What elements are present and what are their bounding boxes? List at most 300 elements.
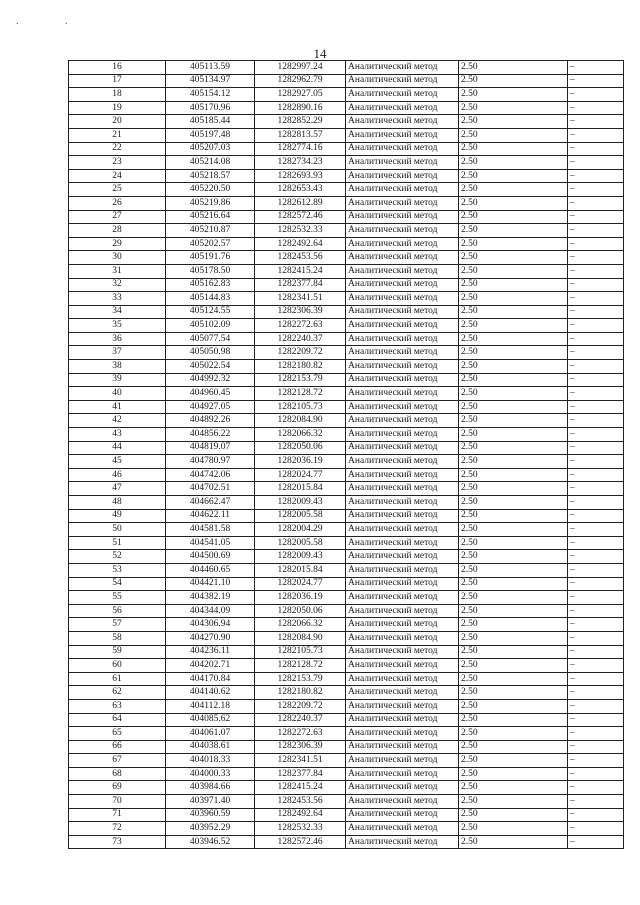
table-row — [69, 740, 624, 754]
cell-note: – — [568, 699, 624, 713]
cell-precision: 2.50 — [459, 237, 568, 251]
table-row — [69, 455, 624, 469]
cell-precision: 2.50 — [459, 645, 568, 659]
cell-coord-x: 405220.50 — [166, 183, 255, 197]
cell-coord-y: 1282050.06 — [255, 441, 346, 455]
cell-coord-x: 403984.66 — [166, 781, 255, 795]
cell-method: Аналитический метод — [346, 61, 459, 75]
cell-point-number: 73 — [69, 835, 166, 849]
cell-method: Аналитический метод — [346, 305, 459, 319]
cell-coord-x: 404892.26 — [166, 414, 255, 428]
table-row — [69, 61, 624, 75]
cell-coord-x: 404500.69 — [166, 550, 255, 564]
table-row — [69, 563, 624, 577]
cell-method: Аналитический метод — [346, 659, 459, 673]
cell-precision: 2.50 — [459, 142, 568, 156]
cell-point-number: 35 — [69, 319, 166, 333]
cell-note: – — [568, 672, 624, 686]
cell-coord-y: 1282084.90 — [255, 414, 346, 428]
cell-coord-y: 1282377.84 — [255, 767, 346, 781]
cell-coord-x: 404927.05 — [166, 400, 255, 414]
cell-point-number: 50 — [69, 523, 166, 537]
cell-note: – — [568, 319, 624, 333]
cell-coord-y: 1282024.77 — [255, 468, 346, 482]
cell-coord-y: 1282962.79 — [255, 74, 346, 88]
cell-method: Аналитический метод — [346, 237, 459, 251]
cell-point-number: 44 — [69, 441, 166, 455]
table-row — [69, 496, 624, 510]
cell-coord-y: 1282128.72 — [255, 659, 346, 673]
table-row — [69, 835, 624, 849]
cell-precision: 2.50 — [459, 563, 568, 577]
cell-coord-y: 1282036.19 — [255, 591, 346, 605]
cell-note: – — [568, 428, 624, 442]
cell-point-number: 53 — [69, 563, 166, 577]
cell-point-number: 31 — [69, 264, 166, 278]
cell-note: – — [568, 631, 624, 645]
cell-method: Аналитический метод — [346, 727, 459, 741]
cell-point-number: 46 — [69, 468, 166, 482]
cell-coord-x: 405214.08 — [166, 156, 255, 170]
cell-point-number: 69 — [69, 781, 166, 795]
cell-method: Аналитический метод — [346, 713, 459, 727]
cell-note: – — [568, 659, 624, 673]
table-row — [69, 278, 624, 292]
cell-precision: 2.50 — [459, 115, 568, 129]
cell-precision: 2.50 — [459, 713, 568, 727]
cell-coord-y: 1282453.56 — [255, 251, 346, 265]
cell-note: – — [568, 74, 624, 88]
cell-method: Аналитический метод — [346, 169, 459, 183]
cell-precision: 2.50 — [459, 88, 568, 102]
cell-point-number: 34 — [69, 305, 166, 319]
cell-coord-x: 405210.87 — [166, 224, 255, 238]
cell-precision: 2.50 — [459, 332, 568, 346]
cell-precision: 2.50 — [459, 699, 568, 713]
cell-coord-x: 405124.55 — [166, 305, 255, 319]
cell-note: – — [568, 563, 624, 577]
cell-coord-x: 404270.90 — [166, 631, 255, 645]
cell-note: – — [568, 795, 624, 809]
cell-point-number: 58 — [69, 631, 166, 645]
page-number: 14 — [313, 46, 327, 61]
cell-precision: 2.50 — [459, 387, 568, 401]
table-row — [69, 360, 624, 374]
cell-method: Аналитический метод — [346, 128, 459, 142]
cell-note: – — [568, 441, 624, 455]
table-row — [69, 523, 624, 537]
table-row — [69, 74, 624, 88]
cell-coord-y: 1282105.73 — [255, 645, 346, 659]
cell-coord-y: 1282890.16 — [255, 101, 346, 115]
cell-coord-x: 405022.54 — [166, 360, 255, 374]
cell-precision: 2.50 — [459, 360, 568, 374]
cell-precision: 2.50 — [459, 618, 568, 632]
table-row — [69, 686, 624, 700]
cell-method: Аналитический метод — [346, 591, 459, 605]
cell-precision: 2.50 — [459, 686, 568, 700]
table-row — [69, 577, 624, 591]
table-row — [69, 183, 624, 197]
cell-coord-y: 1282653.43 — [255, 183, 346, 197]
cell-precision: 2.50 — [459, 659, 568, 673]
cell-point-number: 37 — [69, 346, 166, 360]
table-row — [69, 672, 624, 686]
table-row — [69, 482, 624, 496]
cell-note: – — [568, 591, 624, 605]
cell-point-number: 54 — [69, 577, 166, 591]
cell-coord-x: 404992.32 — [166, 373, 255, 387]
table-row — [69, 536, 624, 550]
cell-coord-y: 1282813.57 — [255, 128, 346, 142]
cell-point-number: 68 — [69, 767, 166, 781]
cell-coord-x: 404742.06 — [166, 468, 255, 482]
cell-precision: 2.50 — [459, 251, 568, 265]
cell-note: – — [568, 346, 624, 360]
cell-coord-x: 403971.40 — [166, 795, 255, 809]
table-row — [69, 468, 624, 482]
cell-precision: 2.50 — [459, 496, 568, 510]
cell-point-number: 41 — [69, 400, 166, 414]
cell-point-number: 20 — [69, 115, 166, 129]
table-row — [69, 400, 624, 414]
cell-point-number: 45 — [69, 455, 166, 469]
cell-point-number: 39 — [69, 373, 166, 387]
cell-coord-x: 404236.11 — [166, 645, 255, 659]
cell-note: – — [568, 740, 624, 754]
table-row — [69, 699, 624, 713]
table-row — [69, 727, 624, 741]
cell-note: – — [568, 577, 624, 591]
cell-coord-x: 405185.44 — [166, 115, 255, 129]
table-row — [69, 156, 624, 170]
cell-method: Аналитический метод — [346, 509, 459, 523]
cell-method: Аналитический метод — [346, 74, 459, 88]
cell-coord-y: 1282852.29 — [255, 115, 346, 129]
cell-method: Аналитический метод — [346, 319, 459, 333]
cell-precision: 2.50 — [459, 468, 568, 482]
cell-point-number: 16 — [69, 61, 166, 75]
table-row — [69, 645, 624, 659]
cell-note: – — [568, 604, 624, 618]
cell-precision: 2.50 — [459, 156, 568, 170]
cell-coord-y: 1282015.84 — [255, 482, 346, 496]
table-row — [69, 441, 624, 455]
cell-method: Аналитический метод — [346, 523, 459, 537]
cell-point-number: 25 — [69, 183, 166, 197]
cell-method: Аналитический метод — [346, 645, 459, 659]
cell-method: Аналитический метод — [346, 822, 459, 836]
cell-method: Аналитический метод — [346, 387, 459, 401]
cell-coord-x: 405178.50 — [166, 264, 255, 278]
cell-note: – — [568, 468, 624, 482]
table-row — [69, 713, 624, 727]
cell-note: – — [568, 115, 624, 129]
cell-point-number: 22 — [69, 142, 166, 156]
cell-coord-y: 1282128.72 — [255, 387, 346, 401]
cell-note: – — [568, 496, 624, 510]
cell-note: – — [568, 767, 624, 781]
cell-coord-y: 1282005.58 — [255, 536, 346, 550]
cell-method: Аналитический метод — [346, 468, 459, 482]
cell-note: – — [568, 414, 624, 428]
cell-note: – — [568, 237, 624, 251]
table-row — [69, 169, 624, 183]
cell-note: – — [568, 88, 624, 102]
table-row — [69, 332, 624, 346]
cell-coord-y: 1282927.05 — [255, 88, 346, 102]
cell-precision: 2.50 — [459, 210, 568, 224]
cell-precision: 2.50 — [459, 523, 568, 537]
cell-method: Аналитический метод — [346, 496, 459, 510]
cell-coord-y: 1282693.93 — [255, 169, 346, 183]
cell-coord-x: 404170.84 — [166, 672, 255, 686]
cell-coord-x: 404960.45 — [166, 387, 255, 401]
cell-method: Аналитический метод — [346, 455, 459, 469]
cell-note: – — [568, 536, 624, 550]
coordinates-table — [68, 60, 624, 849]
cell-point-number: 40 — [69, 387, 166, 401]
cell-method: Аналитический метод — [346, 767, 459, 781]
cell-note: – — [568, 754, 624, 768]
table-body — [69, 61, 624, 849]
cell-point-number: 32 — [69, 278, 166, 292]
cell-precision: 2.50 — [459, 196, 568, 210]
cell-point-number: 52 — [69, 550, 166, 564]
cell-method: Аналитический метод — [346, 156, 459, 170]
cell-coord-y: 1282009.43 — [255, 550, 346, 564]
cell-coord-y: 1282415.24 — [255, 264, 346, 278]
cell-coord-x: 404382.19 — [166, 591, 255, 605]
cell-coord-x: 404112.18 — [166, 699, 255, 713]
cell-point-number: 57 — [69, 618, 166, 632]
cell-precision: 2.50 — [459, 482, 568, 496]
cell-method: Аналитический метод — [346, 686, 459, 700]
cell-note: – — [568, 278, 624, 292]
cell-method: Аналитический метод — [346, 563, 459, 577]
cell-coord-y: 1282240.37 — [255, 332, 346, 346]
cell-point-number: 55 — [69, 591, 166, 605]
cell-method: Аналитический метод — [346, 414, 459, 428]
cell-note: – — [568, 169, 624, 183]
cell-coord-x: 404140.62 — [166, 686, 255, 700]
cell-coord-y: 1282572.46 — [255, 835, 346, 849]
cell-coord-y: 1282153.79 — [255, 373, 346, 387]
cell-note: – — [568, 400, 624, 414]
cell-point-number: 71 — [69, 808, 166, 822]
cell-point-number: 29 — [69, 237, 166, 251]
cell-method: Аналитический метод — [346, 251, 459, 265]
cell-point-number: 60 — [69, 659, 166, 673]
cell-point-number: 62 — [69, 686, 166, 700]
cell-method: Аналитический метод — [346, 577, 459, 591]
cell-point-number: 61 — [69, 672, 166, 686]
cell-point-number: 56 — [69, 604, 166, 618]
table-row — [69, 659, 624, 673]
cell-coord-y: 1282015.84 — [255, 563, 346, 577]
table-row — [69, 196, 624, 210]
cell-coord-x: 404622.11 — [166, 509, 255, 523]
table-row — [69, 305, 624, 319]
cell-point-number: 17 — [69, 74, 166, 88]
cell-precision: 2.50 — [459, 754, 568, 768]
table-row — [69, 604, 624, 618]
table-row — [69, 808, 624, 822]
cell-coord-y: 1282532.33 — [255, 822, 346, 836]
cell-coord-x: 404306.94 — [166, 618, 255, 632]
cell-method: Аналитический метод — [346, 550, 459, 564]
cell-coord-y: 1282153.79 — [255, 672, 346, 686]
cell-coord-x: 405207.03 — [166, 142, 255, 156]
cell-coord-y: 1282492.64 — [255, 237, 346, 251]
cell-coord-y: 1282209.72 — [255, 699, 346, 713]
cell-coord-y: 1282105.73 — [255, 400, 346, 414]
cell-coord-y: 1282036.19 — [255, 455, 346, 469]
cell-coord-y: 1282612.89 — [255, 196, 346, 210]
cell-precision: 2.50 — [459, 604, 568, 618]
cell-note: – — [568, 523, 624, 537]
cell-precision: 2.50 — [459, 346, 568, 360]
cell-coord-y: 1282240.37 — [255, 713, 346, 727]
cell-point-number: 26 — [69, 196, 166, 210]
cell-point-number: 21 — [69, 128, 166, 142]
cell-method: Аналитический метод — [346, 332, 459, 346]
table-row — [69, 428, 624, 442]
cell-note: – — [568, 142, 624, 156]
cell-coord-x: 404819.07 — [166, 441, 255, 455]
cell-method: Аналитический метод — [346, 346, 459, 360]
cell-note: – — [568, 101, 624, 115]
cell-note: – — [568, 686, 624, 700]
cell-method: Аналитический метод — [346, 142, 459, 156]
cell-note: – — [568, 251, 624, 265]
table-row — [69, 414, 624, 428]
cell-coord-y: 1282377.84 — [255, 278, 346, 292]
cell-precision: 2.50 — [459, 428, 568, 442]
cell-precision: 2.50 — [459, 264, 568, 278]
cell-coord-y: 1282453.56 — [255, 795, 346, 809]
cell-coord-x: 404061.07 — [166, 727, 255, 741]
cell-method: Аналитический метод — [346, 536, 459, 550]
cell-method: Аналитический метод — [346, 808, 459, 822]
cell-point-number: 23 — [69, 156, 166, 170]
table-row — [69, 264, 624, 278]
cell-note: – — [568, 618, 624, 632]
cell-precision: 2.50 — [459, 767, 568, 781]
cell-coord-x: 405197.48 — [166, 128, 255, 142]
cell-method: Аналитический метод — [346, 618, 459, 632]
cell-point-number: 49 — [69, 509, 166, 523]
cell-point-number: 72 — [69, 822, 166, 836]
cell-point-number: 63 — [69, 699, 166, 713]
cell-coord-x: 405170.96 — [166, 101, 255, 115]
cell-precision: 2.50 — [459, 278, 568, 292]
table-row — [69, 115, 624, 129]
cell-method: Аналитический метод — [346, 101, 459, 115]
cell-point-number: 36 — [69, 332, 166, 346]
table-row — [69, 88, 624, 102]
cell-method: Аналитический метод — [346, 115, 459, 129]
cell-precision: 2.50 — [459, 509, 568, 523]
table-row — [69, 128, 624, 142]
cell-method: Аналитический метод — [346, 781, 459, 795]
cell-coord-x: 404202.71 — [166, 659, 255, 673]
cell-coord-x: 404780.97 — [166, 455, 255, 469]
cell-note: – — [568, 509, 624, 523]
cell-coord-x: 404085.62 — [166, 713, 255, 727]
cell-point-number: 48 — [69, 496, 166, 510]
cell-coord-y: 1282066.32 — [255, 618, 346, 632]
corner-marks: . . — [16, 16, 90, 27]
cell-point-number: 59 — [69, 645, 166, 659]
cell-note: – — [568, 183, 624, 197]
cell-precision: 2.50 — [459, 292, 568, 306]
cell-method: Аналитический метод — [346, 482, 459, 496]
cell-point-number: 38 — [69, 360, 166, 374]
cell-precision: 2.50 — [459, 319, 568, 333]
cell-precision: 2.50 — [459, 400, 568, 414]
cell-point-number: 51 — [69, 536, 166, 550]
cell-precision: 2.50 — [459, 591, 568, 605]
cell-note: – — [568, 360, 624, 374]
cell-coord-x: 405202.57 — [166, 237, 255, 251]
cell-coord-x: 404541.05 — [166, 536, 255, 550]
cell-point-number: 28 — [69, 224, 166, 238]
cell-coord-x: 405219.86 — [166, 196, 255, 210]
cell-note: – — [568, 196, 624, 210]
cell-method: Аналитический метод — [346, 428, 459, 442]
cell-note: – — [568, 61, 624, 75]
cell-note: – — [568, 835, 624, 849]
cell-note: – — [568, 781, 624, 795]
cell-precision: 2.50 — [459, 455, 568, 469]
table-row — [69, 754, 624, 768]
table-row — [69, 618, 624, 632]
cell-note: – — [568, 387, 624, 401]
cell-coord-x: 405050.98 — [166, 346, 255, 360]
cell-precision: 2.50 — [459, 441, 568, 455]
cell-coord-x: 404000.33 — [166, 767, 255, 781]
cell-method: Аналитический метод — [346, 672, 459, 686]
cell-precision: 2.50 — [459, 305, 568, 319]
cell-coord-y: 1282209.72 — [255, 346, 346, 360]
table-row — [69, 142, 624, 156]
table-row — [69, 550, 624, 564]
cell-precision: 2.50 — [459, 536, 568, 550]
table-row — [69, 319, 624, 333]
cell-coord-y: 1282180.82 — [255, 360, 346, 374]
cell-coord-y: 1282004.29 — [255, 523, 346, 537]
cell-note: – — [568, 550, 624, 564]
cell-coord-y: 1282415.24 — [255, 781, 346, 795]
table-row — [69, 387, 624, 401]
cell-point-number: 64 — [69, 713, 166, 727]
cell-coord-x: 404344.09 — [166, 604, 255, 618]
cell-precision: 2.50 — [459, 835, 568, 849]
cell-coord-x: 404421.10 — [166, 577, 255, 591]
cell-precision: 2.50 — [459, 101, 568, 115]
cell-precision: 2.50 — [459, 808, 568, 822]
cell-precision: 2.50 — [459, 169, 568, 183]
cell-precision: 2.50 — [459, 414, 568, 428]
cell-precision: 2.50 — [459, 727, 568, 741]
cell-point-number: 43 — [69, 428, 166, 442]
cell-coord-y: 1282734.23 — [255, 156, 346, 170]
cell-method: Аналитический метод — [346, 400, 459, 414]
cell-note: – — [568, 210, 624, 224]
table-row — [69, 224, 624, 238]
cell-method: Аналитический метод — [346, 441, 459, 455]
